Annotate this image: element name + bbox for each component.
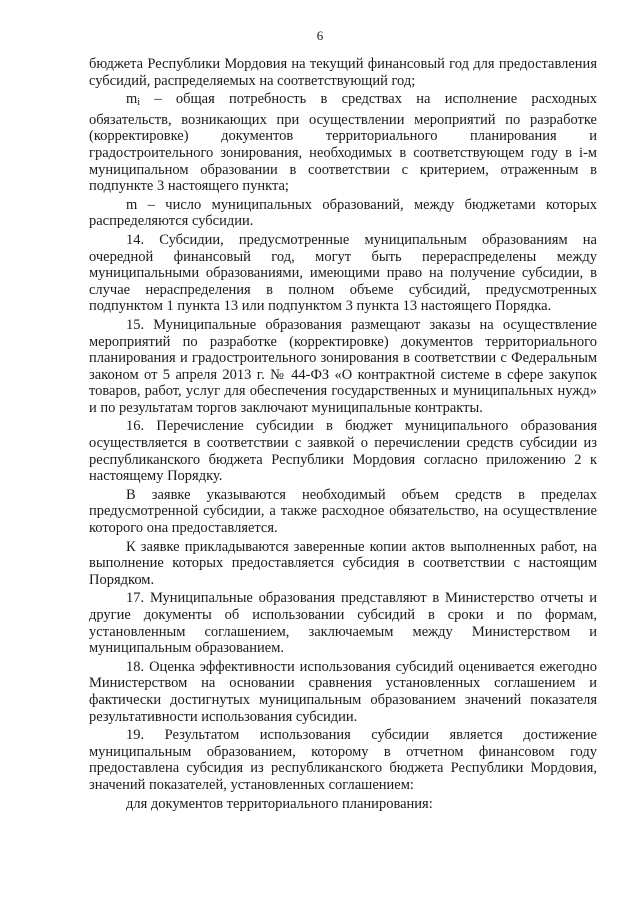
paragraph-territorial-planning-docs: для документов территориального планирования: [126, 795, 433, 812]
paragraph-clause-17: 17. Муниципальные образования представляют в Министерство отчеты и другие документы об использовании субсидий в сроки и по формам, установленным соглашением, заключаемым между Министерством и муниципальным образованием. [89, 590, 597, 657]
paragraph-clause-16: 16. Перечисление субсидии в бюджет муниципального образования осуществляется в соответствии с заявкой о перечислении средств субсидии из республиканского бюджета Республики Мордовия согласно приложению 2 к настоящему Порядку. [89, 418, 597, 485]
paragraph-clause-15: 15. Муниципальные образования размещают заказы на осуществление мероприятий по разработке (корректировке) документов территориального планирования и градостроительного зонирования в соответствии с Федеральным законом от 5 апреля 2013 г. № 44-ФЗ «О контрактной системе в сфере закупок товаров, работ, услуг для обеспечения государственных и муниципальных нужд» и по результатам торгов заключают муниципальные контракты. [89, 316, 597, 416]
paragraph-application-attachments: К заявке прикладываются заверенные копии актов выполненных работ, на выполнение которых предоставляется субсидия в соответствии с настоящим Порядком. [89, 538, 597, 588]
paragraph-clause-14: 14. Субсидии, предусмотренные муниципальным образованиям на очередной финансовый год, могут быть перераспределены между муниципальными образованиями, имеющими право на получение субсидии, в случае нераспределения в полном объеме субсидий, предусмотренных подпунктом 1 пункта 13 или подпунктом 3 пункта 13 настоящего Порядка. [89, 231, 597, 315]
document-body [89, 56, 597, 814]
variable-m: m [126, 91, 138, 108]
paragraph-clause-18: 18. Оценка эффективности использования субсидий оценивается ежегодно Министерством на основании сравнения установленных соглашением и фактически достигнутых муниципальным образованием значений показателя результативности использования субсидии. [89, 658, 597, 725]
paragraph-application-contents: В заявке указываются необходимый объем средств в пределах предусмотренной субсидии, а также расходное обязательство, на осуществление которого она предоставляется. [89, 486, 597, 537]
paragraph-clause-19: 19. Результатом использования субсидии является достижение муниципальным образованием, которому в отчетном финансовом году предоставлена субсидия из республиканского бюджета Республики Мордовия, значений показателей, установленных соглашением: [89, 727, 597, 793]
mi-definition-text: – общая потребность в средствах на исполнение расходных обязательств, возникающих при осуществлении мероприятий по разработке (корректировке) документов территориального планирования и градостроительного зонирования, необходимых в соответствующем году в i-м муниципальном образовании в соответствии с критерием, отраженным в подпункте 3 настоящего пункта; [89, 91, 597, 195]
paragraph-budget-continuation: бюджета Республики Мордовия на текущий финансовый год для предоставления субсидий, распределяемых на соответствующий год; [89, 56, 597, 89]
variable-subscript-i: i [137, 97, 141, 109]
paragraph-m-definition: m – число муниципальных образований, между бюджетами которых распределяются субсидии. [89, 196, 597, 230]
page-number: 6 [316, 28, 324, 43]
paragraph-mi-definition [89, 91, 597, 195]
